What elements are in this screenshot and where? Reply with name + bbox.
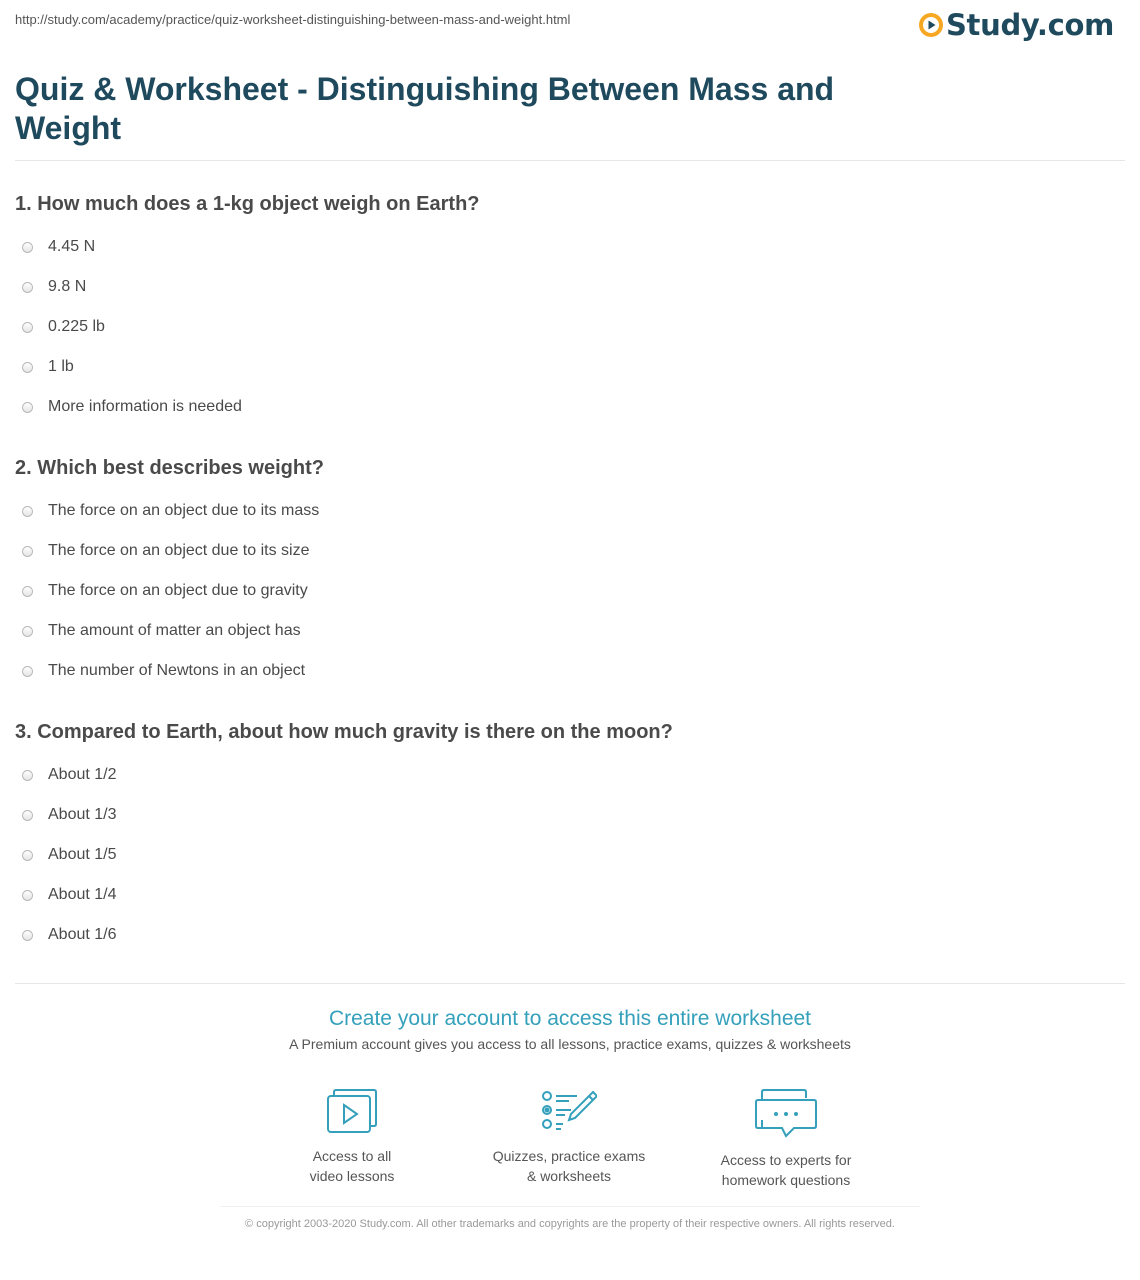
answer-label: The number of Newtons in an object: [48, 662, 306, 679]
answer-list-2: [22, 491, 319, 691]
question-1: 1. How much does a 1-kg object weigh on Earth?: [15, 193, 480, 215]
chat-bubble-icon: [754, 1088, 818, 1138]
radio-button[interactable]: [22, 770, 33, 781]
premium-description: A Premium account gives you access to all lessons, practice exams, quizzes & worksheets: [289, 1036, 851, 1052]
radio-button[interactable]: [22, 282, 33, 293]
answer-option[interactable]: [22, 387, 242, 427]
answer-option[interactable]: [22, 491, 319, 531]
answer-option[interactable]: [22, 571, 319, 611]
page-title: Quiz & Worksheet - Distinguishing Between Mass and Weight: [15, 71, 835, 146]
study-logo[interactable]: [918, 8, 1114, 42]
feature-quizzes: [469, 1088, 669, 1186]
quiz-checklist-icon: [541, 1088, 597, 1134]
divider: [15, 983, 1125, 984]
page-url: http://study.com/academy/practice/quiz-worksheet-distinguishing-between-mass-and-weight.html: [15, 12, 571, 27]
radio-button[interactable]: [22, 322, 33, 333]
radio-button[interactable]: [22, 402, 33, 413]
answer-label: 9.8 N: [48, 278, 87, 295]
answer-option[interactable]: [22, 531, 319, 571]
answer-option[interactable]: [22, 227, 242, 267]
answer-label: 1 lb: [48, 358, 74, 375]
radio-button[interactable]: [22, 810, 33, 821]
answer-label: About 1/4: [48, 886, 117, 903]
answer-list-3: [22, 755, 117, 955]
feature-label: Access to experts for homework questions: [720, 1152, 852, 1188]
answer-option[interactable]: [22, 755, 117, 795]
divider: [220, 1206, 920, 1207]
answer-label: About 1/5: [48, 846, 117, 863]
answer-option[interactable]: [22, 915, 117, 955]
feature-label: Access to all video lessons: [309, 1148, 395, 1184]
logo-text: Study.com: [945, 8, 1114, 42]
answer-label: 4.45 N: [48, 238, 96, 255]
answer-option[interactable]: [22, 651, 319, 691]
answer-option[interactable]: [22, 795, 117, 835]
answer-label: The force on an object due to gravity: [48, 582, 308, 599]
radio-button[interactable]: [22, 850, 33, 861]
radio-button[interactable]: [22, 586, 33, 597]
radio-button[interactable]: [22, 546, 33, 557]
divider: [15, 160, 1125, 161]
radio-button[interactable]: [22, 506, 33, 517]
answer-label: About 1/6: [48, 926, 117, 943]
play-logo-icon: [918, 12, 944, 38]
answer-label: 0.225 lb: [48, 318, 105, 335]
radio-button[interactable]: [22, 626, 33, 637]
answer-option[interactable]: [22, 611, 319, 651]
create-account-link[interactable]: Create your account to access this entire worksheet: [328, 1007, 812, 1030]
answer-label: The amount of matter an object has: [48, 622, 301, 639]
radio-button[interactable]: [22, 362, 33, 373]
copyright-text: © copyright 2003-2020 Study.com. All other trademarks and copyrights are the property of their respective owners. All rights reserved.: [245, 1218, 895, 1230]
answer-label: The force on an object due to its mass: [48, 502, 320, 519]
answer-option[interactable]: [22, 347, 242, 387]
answer-option[interactable]: [22, 835, 117, 875]
answer-label: The force on an object due to its size: [48, 542, 310, 559]
answer-label: About 1/3: [48, 806, 117, 823]
answer-label: More information is needed: [48, 398, 242, 415]
answer-option[interactable]: [22, 267, 242, 307]
radio-button[interactable]: [22, 666, 33, 677]
radio-button[interactable]: [22, 930, 33, 941]
feature-label: Quizzes, practice exams & worksheets: [492, 1148, 646, 1184]
answer-option[interactable]: [22, 307, 242, 347]
radio-button[interactable]: [22, 890, 33, 901]
feature-video-lessons: [252, 1088, 452, 1186]
radio-button[interactable]: [22, 242, 33, 253]
answer-label: About 1/2: [48, 766, 117, 783]
answer-list-1: [22, 227, 242, 427]
question-2: 2. Which best describes weight?: [15, 457, 324, 479]
question-3: 3. Compared to Earth, about how much gravity is there on the moon?: [15, 721, 673, 743]
answer-option[interactable]: [22, 875, 117, 915]
feature-experts: [686, 1088, 886, 1190]
video-lessons-icon: [326, 1088, 378, 1134]
